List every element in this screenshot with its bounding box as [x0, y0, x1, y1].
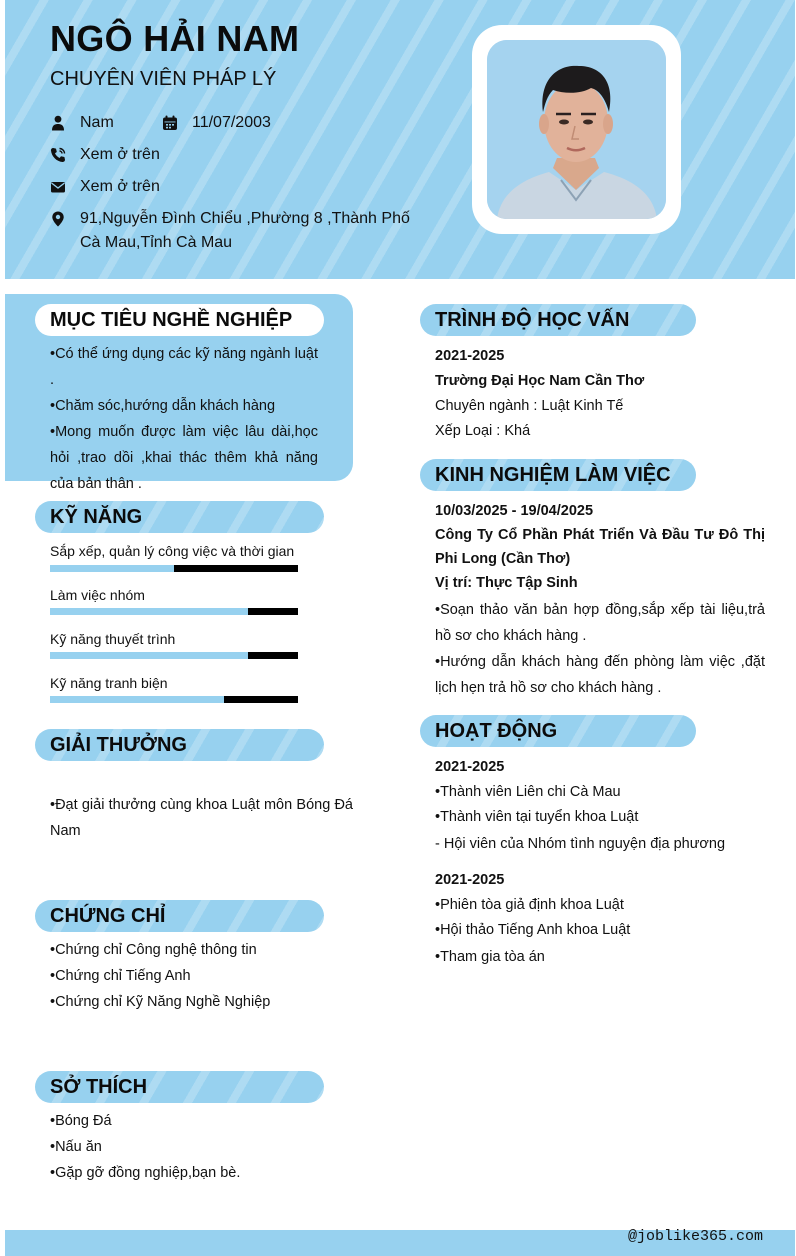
activity-item: - Hội viên của Nhóm tình nguyện địa phương	[435, 836, 726, 852]
experience-position: Vị trí: Thực Tập Sinh	[435, 575, 578, 591]
objective-heading: MỤC TIÊU NGHỀ NGHIỆP	[35, 304, 324, 336]
phone-value: Xem ở trên	[80, 146, 160, 163]
gender-value: Nam	[80, 114, 114, 131]
birthdate-row	[162, 111, 271, 135]
calendar-icon	[162, 115, 178, 131]
hobbies-list	[50, 1108, 353, 1186]
objective-list	[50, 341, 318, 497]
profile-photo	[487, 40, 666, 219]
skill-level-fill	[50, 696, 224, 703]
job-title: CHUYÊN VIÊN PHÁP LÝ	[50, 68, 277, 90]
skill-bar	[50, 565, 298, 572]
education-school: Trường Đại Học Nam Cần Thơ	[435, 373, 645, 389]
awards-heading: GIẢI THƯỞNG	[35, 729, 324, 761]
activity-item: •Tham gia tòa án	[435, 949, 545, 965]
skill-level-fill	[50, 608, 248, 615]
skill-label: Kỹ năng thuyết trình	[50, 631, 176, 647]
skill-level-fill	[50, 652, 248, 659]
skill-label: Làm việc nhóm	[50, 587, 145, 603]
education-heading: TRÌNH ĐỘ HỌC VẤN	[420, 304, 696, 336]
hobby-item: •Bóng Đá	[50, 1113, 112, 1129]
activity-item: •Thành viên Liên chi Cà Mau	[435, 784, 621, 800]
envelope-icon	[50, 179, 66, 195]
gender-row	[50, 111, 114, 135]
objective-item: •Chăm sóc,hướng dẫn khách hàng	[50, 398, 276, 414]
activity-period: 2021-2025	[435, 759, 505, 775]
skill-label: Kỹ năng tranh biện	[50, 675, 168, 691]
phone-row	[50, 143, 160, 167]
experience-block	[435, 499, 765, 701]
header-banner	[5, 0, 795, 279]
activity-group	[435, 868, 765, 971]
activity-group	[435, 755, 765, 858]
skill-bar	[50, 696, 298, 703]
footer-bar	[5, 1230, 795, 1256]
hobbies-heading: SỞ THÍCH	[35, 1071, 324, 1103]
email-row	[50, 175, 160, 199]
awards-text: •Đạt giải thưởng cùng khoa Luật môn Bóng Đá Nam	[50, 797, 353, 839]
certificate-item: •Chứng chỉ Kỹ Năng Nghề Nghiệp	[50, 994, 271, 1010]
photo-frame	[472, 25, 681, 234]
skills-heading: KỸ NĂNG	[35, 501, 324, 533]
hobby-item: •Nấu ăn	[50, 1139, 102, 1155]
activity-item: •Hội thảo Tiếng Anh khoa Luật	[435, 922, 631, 938]
skill-label: Sắp xếp, quản lý công việc và thời gian	[50, 543, 295, 559]
user-icon	[50, 115, 66, 131]
footer-watermark: @joblike365.com	[627, 1228, 763, 1245]
education-rank: Xếp Loại : Khá	[435, 423, 531, 439]
certificate-item: •Chứng chỉ Tiếng Anh	[50, 968, 191, 984]
map-pin-icon	[50, 211, 66, 227]
education-block	[435, 344, 765, 444]
education-major: Chuyên ngành : Luật Kinh Tế	[435, 398, 624, 414]
experience-task: •Soạn thảo văn bản hợp đồng,sắp xếp tài liệu,trả hồ sơ cho khách hàng .	[435, 602, 765, 644]
activity-item: •Thành viên tại tuyển khoa Luật	[435, 809, 639, 825]
skill-bar	[50, 652, 298, 659]
experience-heading: KINH NGHIỆM LÀM VIỆC	[420, 459, 696, 491]
address-value: 91,Nguyễn Đình Chiểu ,Phường 8 ,Thành Phố Cà Mau,Tỉnh Cà Mau	[80, 210, 410, 251]
experience-task: •Hướng dẫn khách hàng đến phòng làm việc ,đặt lịch hẹn trả hồ sơ cho khách hàng .	[435, 654, 765, 696]
experience-period: 10/03/2025 - 19/04/2025	[435, 503, 594, 519]
certificate-item: •Chứng chỉ Công nghệ thông tin	[50, 942, 257, 958]
phone-icon	[50, 147, 66, 163]
objective-item: •Mong muốn được làm việc lâu dài,học hỏi ,trao dồi ,khai thác thêm khả năng của bản thân .	[50, 424, 318, 492]
education-period: 2021-2025	[435, 348, 505, 364]
certificates-list	[50, 937, 353, 1015]
activities-heading: HOẠT ĐỘNG	[420, 715, 696, 747]
skill-level-fill	[50, 565, 174, 572]
birthdate-value: 11/07/2003	[192, 114, 271, 131]
certificates-heading: CHỨNG CHỈ	[35, 900, 324, 932]
skill-bar	[50, 608, 298, 615]
candidate-name: NGÔ HẢI NAM	[50, 18, 300, 59]
objective-item: •Có thể ứng dụng các kỹ năng ngành luật .	[50, 346, 318, 388]
experience-company: Công Ty Cổ Phần Phát Triển Và Đầu Tư Đô Thị Phi Long (Cần Thơ)	[435, 527, 765, 567]
activity-period: 2021-2025	[435, 872, 505, 888]
activity-item: •Phiên tòa giả định khoa Luật	[435, 897, 624, 913]
address-row	[50, 207, 430, 255]
email-value: Xem ở trên	[80, 178, 160, 195]
hobby-item: •Gặp gỡ đồng nghiệp,bạn bè.	[50, 1165, 241, 1181]
